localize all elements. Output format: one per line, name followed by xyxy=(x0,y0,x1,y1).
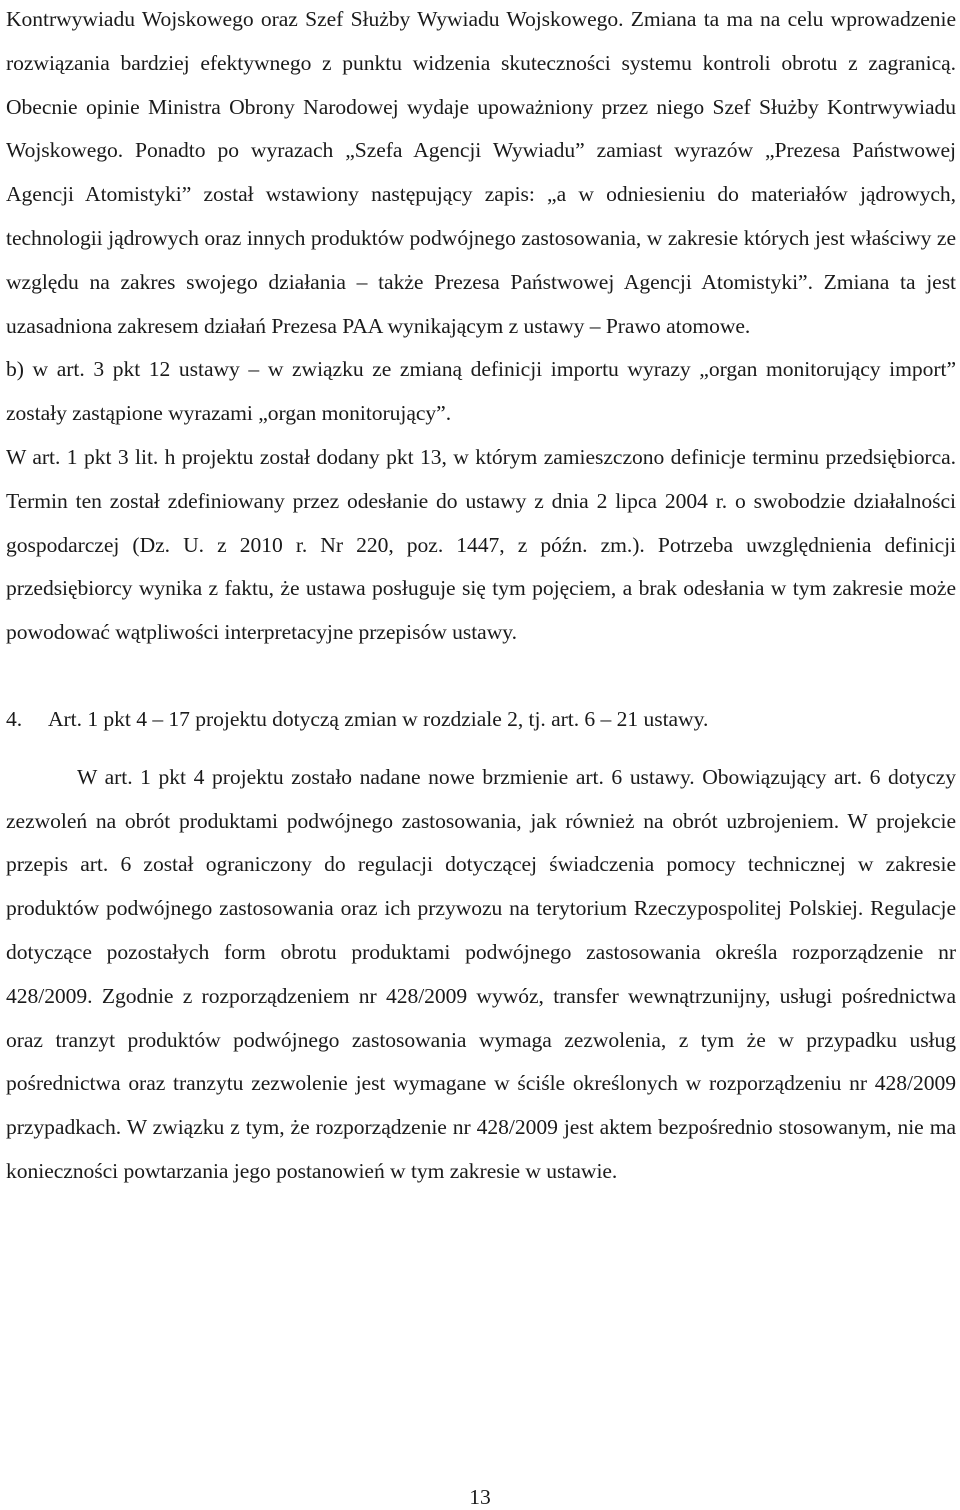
numbered-item-4 xyxy=(6,698,956,742)
item-number: 4. xyxy=(6,706,23,731)
paragraph-definition-entrepreneur: W art. 1 pkt 3 lit. h projektu został dodany pkt 13, w którym zamieszczono definicje terminu przedsiębiorca. Termin ten został zdefiniowany przez odesłanie do ustawy z dnia 2 lipca 2004 r. o swobodzie działalności gospodarczej (Dz. U. z 2010 r. Nr 220, poz. 1447, z późn. zm.). Potrzeba uwzględnienia definicji przedsiębiorcy wynika z faktu, że ustawa posługuje się tym pojęciem, a brak odesłania w tym zakresie może powodować wątpliwości interpretacyjne przepisów ustawy. xyxy=(6,444,956,645)
paragraph-art-6: W art. 1 pkt 4 projektu zostało nadane nowe brzmienie art. 6 ustawy. Obowiązujący art. 6 dotyczy zezwoleń na obrót produktami podwójnego zastosowania, jak również na obrót uzbrojeniem. W projekcie przepis art. 6 został ograniczony do regulacji dotyczącej świadczenia pomocy technicznej w zakresie produktów podwójnego zastosowania oraz ich przywozu na terytorium Rzeczypospolitej Polskiej. Regulacje dotyczące pozostałych form obrotu produktami podwójnego zastosowania określa rozporządzenie nr 428/2009. Zgodnie z rozporządzeniem nr 428/2009 wywóz, transfer wewnątrzunijny, usługi pośrednictwa oraz tranzyt produktów podwójnego zastosowania wymaga zezwolenia, z tym że w przypadku usług pośrednictwa oraz tranzytu zezwolenie jest wymagane w ściśle określonych w rozporządzeniu nr 428/2009 przypadkach. W związku z tym, że rozporządzenie nr 428/2009 jest aktem bezpośrednio stosowanym, nie ma konieczności powtarzania jego postanowień w tym zakresie w ustawie. xyxy=(6,764,956,1183)
page-number: 13 xyxy=(469,1485,491,1509)
paragraph-continuation: Kontrwywiadu Wojskowego oraz Szef Służby Wywiadu Wojskowego. Zmiana ta ma na celu wprowadzenie rozwiązania bardziej efektywnego z punktu widzenia skuteczności systemu kontroli obrotu z zagranicą. Obecnie opinie Ministra Obrony Narodowej wydaje upoważniony przez niego Szef Służby Kontrwywiadu Wojskowego. Ponadto po wyrazach „Szefa Agencji Wywiadu” zamiast wyrazów „Prezesa Państwowej Agencji Atomistyki” został wstawiony następujący zapis: „a w odniesieniu do materiałów jądrowych, technologii jądrowych oraz innych produktów podwójnego zastosowania, w zakresie których jest właściwy ze względu na zakres swojego działania – także Prezesa Państwowej Agencji Atomistyki”. Zmiana ta jest uzasadniona zakresem działań Prezesa PAA wynikającym z ustawy – Prawo atomowe. xyxy=(6,7,956,338)
item-text: Art. 1 pkt 4 – 17 projektu dotyczą zmian w rozdziale 2, tj. art. 6 – 21 ustawy. xyxy=(48,706,709,731)
paragraph-item-b: b) w art. 3 pkt 12 ustawy – w związku ze zmianą definicji importu wyrazy „organ monitorujący import” zostały zastąpione wyrazami „organ monitorujący”. xyxy=(6,357,956,426)
document-page xyxy=(6,0,956,1194)
